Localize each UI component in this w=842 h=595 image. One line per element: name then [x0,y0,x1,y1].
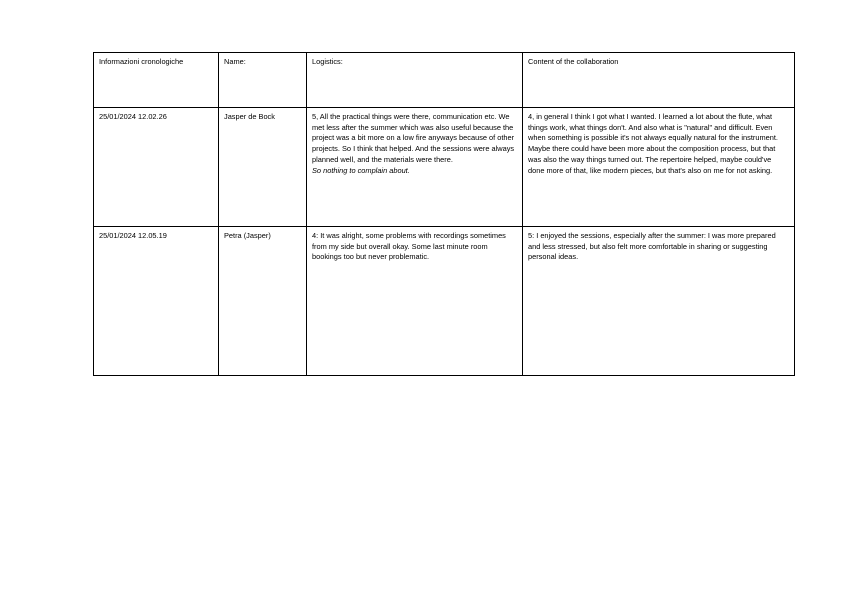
cell-timestamp [94,108,219,227]
timestamp-value: 25/01/2024 12.02.26 [99,112,167,121]
content-value: 5: I enjoyed the sessions, especially after the summer: I was more prepared and less stressed, but also felt more comfortable in sharing or suggesting personal ideas. [528,231,778,262]
collaboration-table [93,52,795,376]
header-cell-content [523,53,795,108]
table-row [94,108,795,227]
header-cell-chronological-info [94,53,219,108]
cell-name [219,108,307,227]
name-value: Petra (Jasper) [224,231,271,240]
cell-content [523,227,795,376]
cell-logistics [307,227,523,376]
header-cell-name [219,53,307,108]
table-header-row [94,53,795,108]
cell-timestamp [94,227,219,376]
header-label-chronological-info: Informazioni cronologiche [99,57,184,66]
name-value: Jasper de Bock [224,112,275,121]
content-value: 4, in general I think I got what I wanted. I learned a lot about the flute, what things work, what things don't. And also what is "natural" and difficult. Even when something is possible it's not always equally natural for the instrument. Maybe there could have been more about the composition process, but that was also the way things turned out. The repertoire helped, maybe could've done more of that, like modern pieces, but that's also on me for not asking. [528,112,781,175]
logistics-value: 5, All the practical things were there, communication etc. We met less after the summer which was also useful because the project was a bit more on a low fire anyways because of other projects. So I think that helped. And the sessions were always planned well, and the materials were there. [312,112,517,164]
header-label-logistics: Logistics: [312,57,343,66]
header-cell-logistics [307,53,523,108]
cell-content [523,108,795,227]
header-label-name: Name: [224,57,246,66]
cell-logistics [307,108,523,227]
header-label-content: Content of the collaboration [528,57,619,66]
logistics-italic-note: So nothing to complain about. [312,165,410,175]
logistics-value: 4: It was alright, some problems with recordings sometimes from my side but overall okay. Some last minute room bookings too but never problematic. [312,231,508,262]
table-row [94,227,795,376]
cell-name [219,227,307,376]
timestamp-value: 25/01/2024 12.05.19 [99,231,167,240]
